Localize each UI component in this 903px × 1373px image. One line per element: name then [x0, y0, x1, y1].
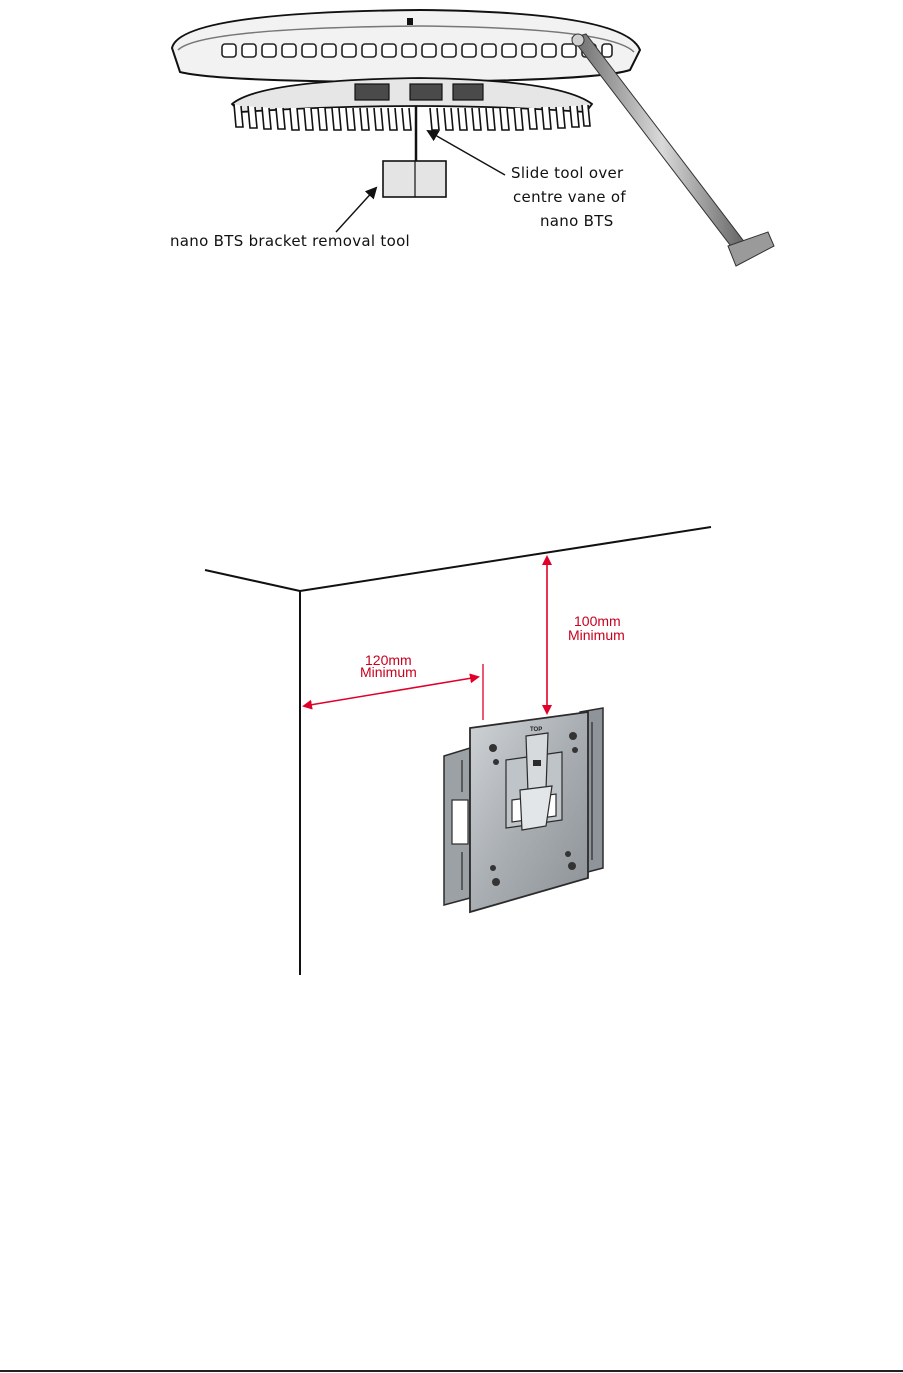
ceiling-right-edge	[300, 527, 711, 591]
label-100mm-minimum: Minimum	[568, 627, 625, 643]
figure-wall-bracket	[205, 527, 711, 975]
label-slide-tool-line2: centre vane of	[513, 188, 626, 206]
heatsink-block-right	[453, 84, 483, 100]
figure-nanobts-removal	[170, 10, 774, 266]
label-slide-tool-line3: nano BTS	[540, 212, 614, 230]
callout-tool-arrow	[336, 188, 376, 232]
label-removal-tool: nano BTS bracket removal tool	[170, 232, 411, 250]
heatsink-block-mid	[410, 84, 442, 100]
bracket-top-mark: TOP	[530, 727, 543, 733]
label-120mm-value: 120mm	[365, 652, 412, 668]
label-100mm-value: 100mm	[574, 613, 621, 629]
dim-120-arrow	[304, 677, 478, 706]
mounting-bracket	[444, 708, 603, 912]
page-footer-rule	[0, 1370, 903, 1372]
label-slide-tool-line1: Slide tool over	[511, 164, 624, 182]
nanobts-top-notch	[407, 18, 413, 25]
label-120mm-minimum: Minimum	[360, 664, 417, 680]
ceiling-left-edge	[205, 570, 300, 591]
long-removal-rod	[572, 34, 774, 266]
heatsink-block-left	[355, 84, 389, 100]
